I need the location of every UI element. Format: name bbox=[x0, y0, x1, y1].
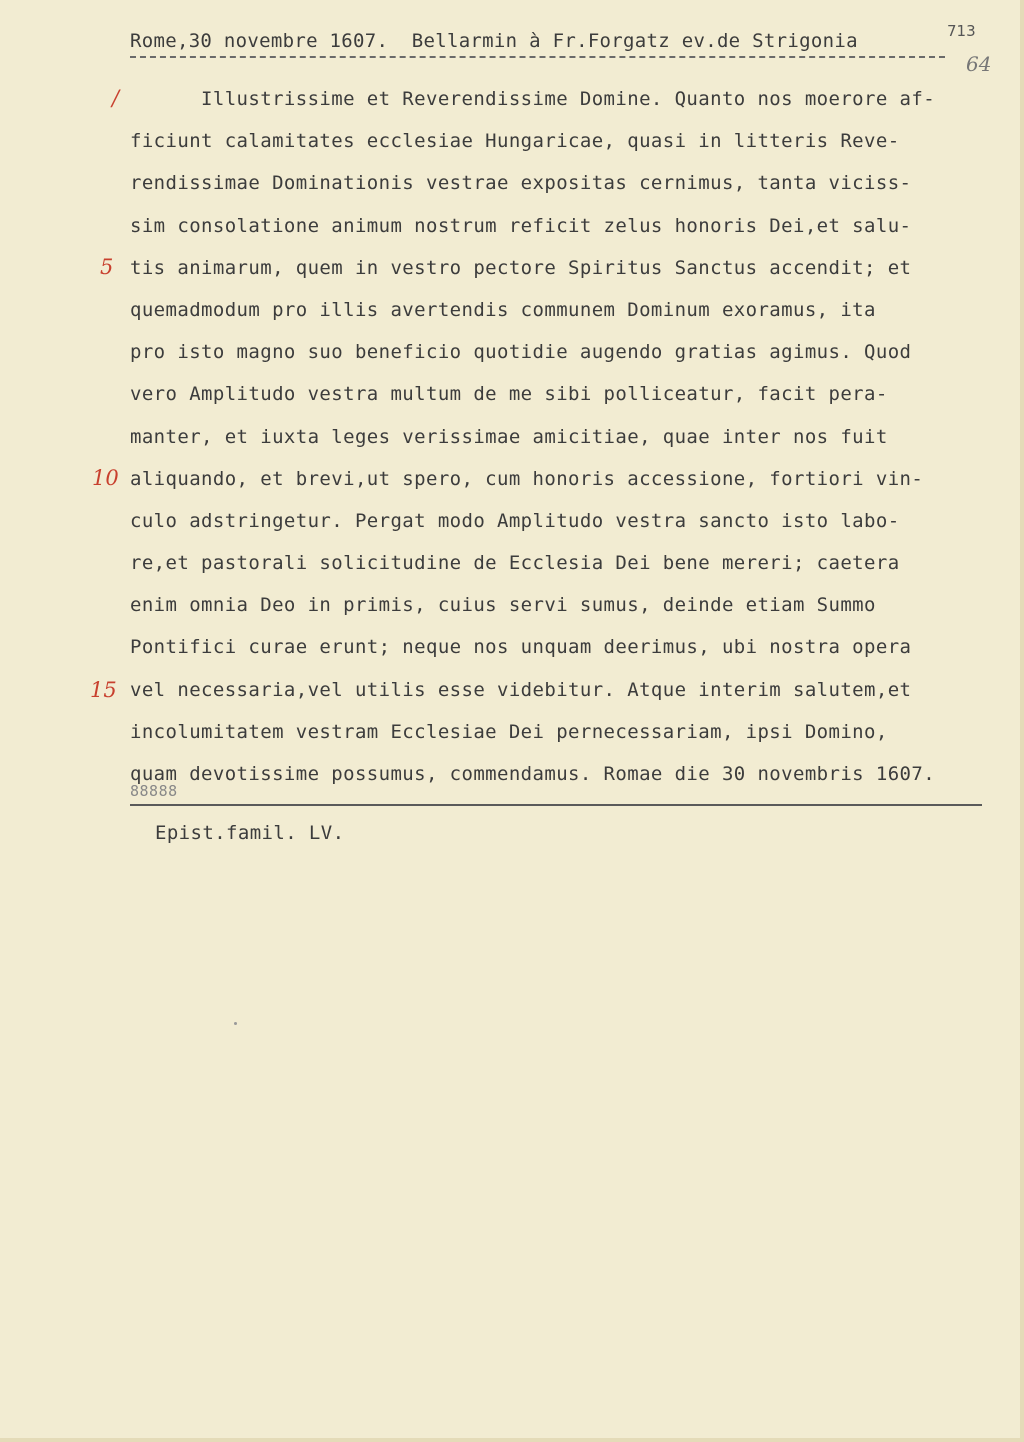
body-line: Illustrissime et Reverendissime Domine. Quanto nos moerore af- bbox=[130, 88, 936, 110]
body-line: culo adstringetur. Pergat modo Amplitudo vestra sancto isto labo- bbox=[130, 509, 900, 532]
body-line: quemadmodum pro illis avertendis communem Dominum exoramus, ita bbox=[130, 298, 876, 321]
body-line: quam devotissime possumus, commendamus. Romae die 30 novembris 1607. bbox=[130, 763, 936, 785]
paper-speck bbox=[234, 1022, 237, 1025]
body-line: vero Amplitudo vestra multum de me sibi polliceatur, facit pera- bbox=[130, 383, 888, 406]
body-line: manter, et iuxta leges verissimae amicitiae, quae inter nos fuit bbox=[130, 425, 888, 448]
body-line: sim consolatione animum nostrum reficit zelus honoris Dei,et salu- bbox=[130, 214, 912, 237]
body-line: tis animarum, quem in vestro pectore Spiritus Sanctus accendit; et bbox=[130, 256, 912, 279]
body-line: enim omnia Deo in primis, cuius servi sumus, deinde etiam Summo bbox=[130, 594, 876, 617]
letter-body bbox=[130, 78, 1010, 795]
body-line: pro isto magno suo beneficio quotidie augendo gratias agimus. Quod bbox=[130, 341, 912, 364]
body-line: re,et pastorali solicitudine de Ecclesia Dei bene mereri; caetera bbox=[130, 552, 900, 575]
body-line: vel necessaria,vel utilis esse videbitur. Atque interim salutem,et bbox=[130, 678, 912, 701]
folio-number: 713 bbox=[947, 22, 976, 40]
margin-line-number-15: 15 bbox=[90, 678, 117, 702]
document-header: Rome,30 novembre 1607. Bellarmin à Fr.Forgatz ev.de Strigonia bbox=[130, 30, 858, 52]
body-line: ficiunt calamitates ecclesiae Hungaricae, quasi in litteris Reve- bbox=[130, 130, 900, 153]
body-line: Pontifici curae erunt; neque nos unquam deerimus, ubi nostra opera bbox=[130, 636, 912, 659]
body-line: incolumitatem vestram Ecclesiae Dei pernecessariam, ipsi Domino, bbox=[130, 720, 888, 743]
closing-rule bbox=[130, 804, 982, 806]
margin-line-number-5: 5 bbox=[100, 255, 114, 279]
source-citation: Epist.famil. LV. bbox=[155, 822, 345, 844]
margin-line-number-10: 10 bbox=[92, 466, 119, 490]
margin-line-number-1: / bbox=[112, 86, 120, 110]
body-line: rendissimae Dominationis vestrae expositas cernimus, tanta viciss- bbox=[130, 172, 912, 195]
header-underline bbox=[130, 56, 945, 58]
struck-out-text: 88888 bbox=[130, 782, 178, 800]
body-line: aliquando, et brevi,ut spero, cum honoris accessione, fortiori vin- bbox=[130, 467, 924, 490]
pencil-annotation: 64 bbox=[966, 52, 992, 76]
